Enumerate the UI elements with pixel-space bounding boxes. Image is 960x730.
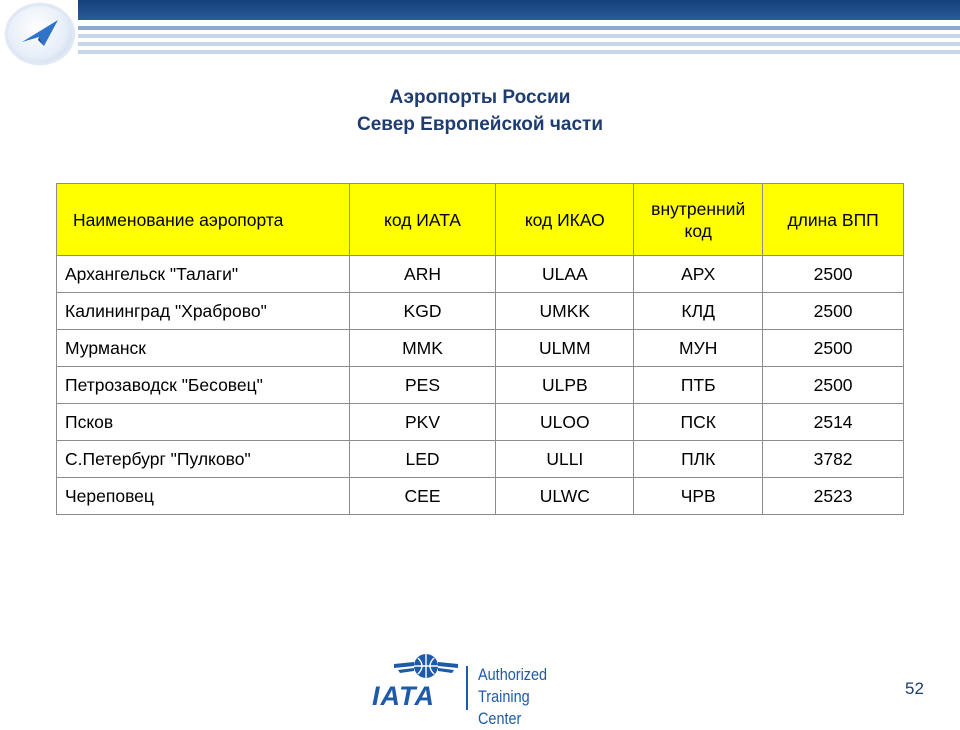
runway-length-cell: 2523 <box>763 478 904 515</box>
airport-name-cell: Петрозаводск "Бесовец" <box>57 367 350 404</box>
column-header: внутренний код <box>634 184 763 256</box>
atc-line-1: Authorized <box>478 665 548 684</box>
icao-code-cell: ULMM <box>496 330 634 367</box>
internal-code-cell: АРХ <box>634 256 763 293</box>
airplane-logo-icon <box>6 4 74 64</box>
airports-table <box>56 183 904 515</box>
icao-code-cell: ULWC <box>496 478 634 515</box>
header-band <box>78 0 960 62</box>
icao-code-cell: ULPB <box>496 367 634 404</box>
table-header-row <box>57 184 904 256</box>
table-row <box>57 441 904 478</box>
iata-code-cell: PKV <box>349 404 496 441</box>
iata-code-cell: ARH <box>349 256 496 293</box>
title-line-1: Аэропорты России <box>389 87 571 108</box>
icao-code-cell: ULLI <box>496 441 634 478</box>
table-row <box>57 330 904 367</box>
iata-code-cell: CEE <box>349 478 496 515</box>
table-row <box>57 404 904 441</box>
title-line-2: Север Европейской части <box>357 114 603 135</box>
internal-code-cell: ЧРВ <box>634 478 763 515</box>
internal-code-cell: МУН <box>634 330 763 367</box>
iata-globe-icon <box>394 650 458 682</box>
header-stripe <box>78 42 960 46</box>
icao-code-cell: ULAA <box>496 256 634 293</box>
icao-code-cell: UMKK <box>496 293 634 330</box>
slide-title <box>0 84 960 138</box>
airport-name-cell: Калининград "Храброво" <box>57 293 350 330</box>
table-row <box>57 293 904 330</box>
header-stripe <box>78 26 960 30</box>
internal-code-cell: ПСК <box>634 404 763 441</box>
runway-length-cell: 2500 <box>763 256 904 293</box>
column-header: код ИКАО <box>496 184 634 256</box>
atc-line-2: Training Center <box>478 687 530 728</box>
column-header: длина ВПП <box>763 184 904 256</box>
atc-text <box>478 664 566 730</box>
header-stripe <box>78 50 960 54</box>
internal-code-cell: КЛД <box>634 293 763 330</box>
table-row <box>57 256 904 293</box>
airport-name-cell: Мурманск <box>57 330 350 367</box>
internal-code-cell: ПЛК <box>634 441 763 478</box>
iata-atc-logo <box>372 648 582 728</box>
airport-name-cell: Псков <box>57 404 350 441</box>
table-row <box>57 367 904 404</box>
runway-length-cell: 3782 <box>763 441 904 478</box>
runway-length-cell: 2514 <box>763 404 904 441</box>
icao-code-cell: ULOO <box>496 404 634 441</box>
iata-wordmark: IATA <box>372 681 435 711</box>
internal-code-cell: ПТБ <box>634 367 763 404</box>
runway-length-cell: 2500 <box>763 293 904 330</box>
iata-code-cell: LED <box>349 441 496 478</box>
table-row <box>57 478 904 515</box>
page-number: 52 <box>905 679 924 698</box>
iata-code-cell: PES <box>349 367 496 404</box>
column-header: Наименование аэропорта <box>57 184 350 256</box>
runway-length-cell: 2500 <box>763 367 904 404</box>
header-stripe <box>78 34 960 38</box>
iata-code-cell: MMK <box>349 330 496 367</box>
logo-separator <box>466 666 468 710</box>
iata-code-cell: KGD <box>349 293 496 330</box>
column-header: код ИАТА <box>349 184 496 256</box>
airport-name-cell: Череповец <box>57 478 350 515</box>
airport-name-cell: С.Петербург "Пулково" <box>57 441 350 478</box>
runway-length-cell: 2500 <box>763 330 904 367</box>
airport-name-cell: Архангельск "Талаги" <box>57 256 350 293</box>
header-dark-bar <box>78 0 960 20</box>
